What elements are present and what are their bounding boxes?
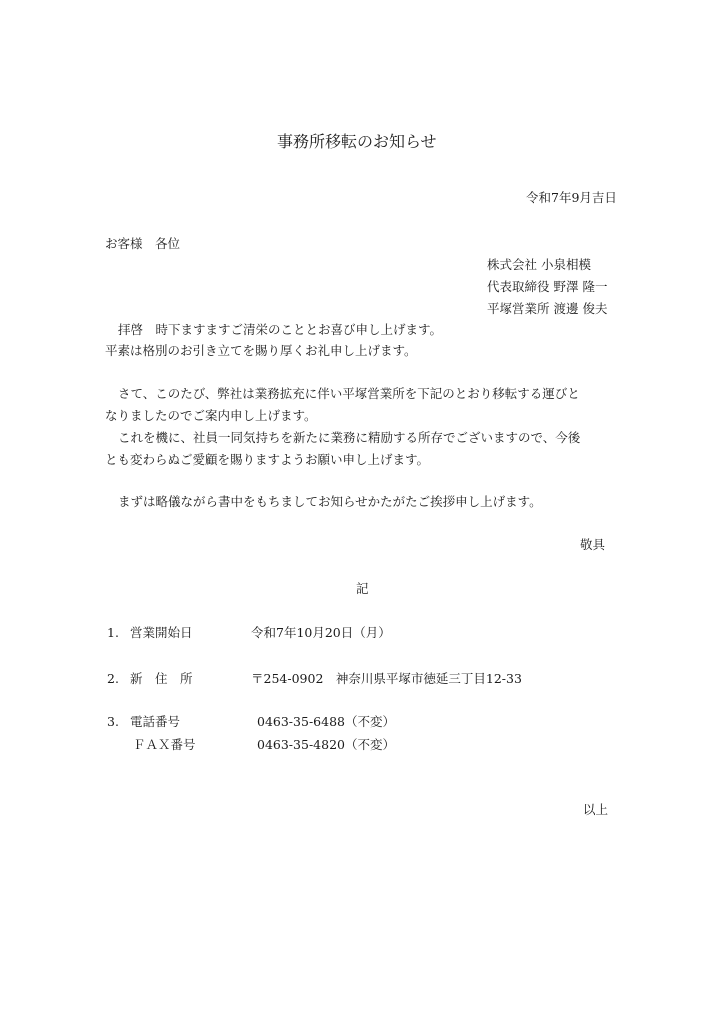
closing-ijou: 以上 [583,802,609,817]
body-para1-line2: なりましたのでご案内申し上げます。 [105,408,317,423]
document-title: 事務所移転のお知らせ [277,132,437,151]
greeting-line-1: 拝啓 時下ますますご清栄のこととお喜び申し上げます。 [118,322,443,337]
body-para1-line1: さて、このたび、弊社は業務拡充に伴い平塚営業所を下記のとおり移転する運びと [118,386,580,401]
body-para2-line1: これを機に、社員一同気持ちを新たに業務に精励する所存でございますので、今後 [118,430,581,445]
sender-representative: 代表取締役 野澤 隆一 [487,279,608,294]
item-3-number: 3. [107,714,119,729]
body-para2-line2: とも変わらぬご愛顧を賜りますようお願い申し上げます。 [105,452,430,467]
item-1-label: 営業開始日 [130,625,193,640]
item-2-label: 新 住 所 [130,671,193,686]
item-4-label: ＦＡＸ番号 [133,737,196,752]
item-2-value: 〒254-0902 神奈川県平塚市徳延三丁目12-33 [251,671,522,686]
sender-company: 株式会社 小泉相模 [487,257,591,272]
item-1-value: 令和7年10月20日（月） [251,625,391,640]
item-1-number: 1. [107,625,119,640]
ki-heading: 記 [356,581,369,596]
body-para3: まずは略儀ながら書中をもちましてお知らせかたがたご挨拶申し上げます。 [118,494,542,509]
item-4-value: 0463-35-4820（不変） [257,737,395,752]
item-2-number: 2. [107,671,119,686]
greeting-line-2: 平素は格別のお引き立てを賜り厚くお礼申し上げます。 [105,343,417,358]
addressee: お客様 各位 [105,236,181,251]
sender-branch: 平塚営業所 渡邊 俊夫 [487,301,608,316]
item-3-value: 0463-35-6488（不変） [257,714,395,729]
item-3-label: 電話番号 [130,714,181,729]
closing-keigu: 敬具 [580,537,606,552]
document-date: 令和7年9月吉日 [526,190,617,205]
